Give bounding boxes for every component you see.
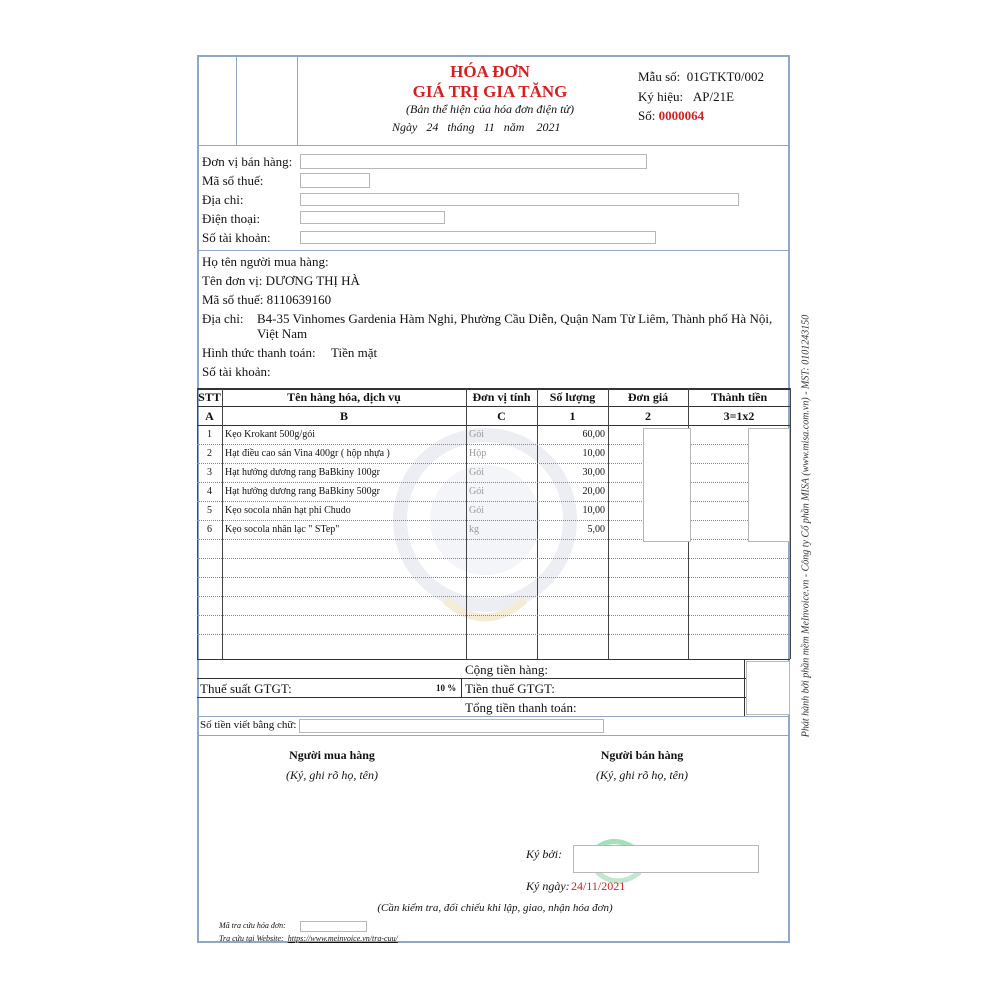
side-publisher-note: Phát hành bởi phần mềm MeInvoice.vn - Công ty Cổ phần MISA (www.misa.com.vn) - MST: 0101243150 <box>800 314 812 738</box>
table-code-cell: 2 <box>645 409 651 423</box>
table-row-divider <box>197 520 790 521</box>
row-quantity: 10,00 <box>582 448 605 459</box>
vat-rate-label: Thuế suất GTGT: <box>200 681 292 696</box>
buyer-account-label: Số tài khoản: <box>202 364 271 379</box>
logo-box-divider <box>297 57 298 145</box>
table-row-divider <box>197 577 790 578</box>
table-row-divider <box>197 596 790 597</box>
buyer-address: B4-35 Vinhomes Gardenia Hàm Nghi, Phường Cầu Diễn, Quận Nam Từ Liêm, Thành phố Hà Nội, <box>257 311 773 326</box>
vat-amount-label: Tiền thuế GTGT: <box>465 681 555 696</box>
row-unit: Gói <box>469 505 484 516</box>
invoice-title: HÓA ĐƠN <box>450 62 530 81</box>
seller-tax-label: Mã số thuế: <box>202 173 264 188</box>
table-code-cell: A <box>205 409 214 423</box>
seller-name-label: Đơn vị bán hàng: <box>202 154 293 169</box>
totals-divider <box>461 678 462 697</box>
signed-date: 24/11/2021 <box>571 879 626 893</box>
payment-method-label: Hình thức thanh toán: <box>202 345 316 360</box>
subtotal-label: Cộng tiền hàng: <box>465 662 549 677</box>
buyer-name-label: Họ tên người mua hàng: <box>202 254 329 269</box>
amount-in-words-label: Số tiền viết bằng chữ: <box>200 719 297 731</box>
vat-rate: 10 % <box>436 683 457 693</box>
row-item-name: Kẹo socola nhân hạt phỉ Chudo <box>225 505 351 516</box>
table-row-divider <box>197 444 790 445</box>
table-header-cell: Đơn giá <box>627 390 669 404</box>
divider <box>197 250 790 251</box>
seller-signature-note: (Ký, ghi rõ họ, tên) <box>596 768 688 782</box>
table-code-cell: B <box>339 409 348 423</box>
row-quantity: 20,00 <box>582 486 605 497</box>
row-item-name: Kẹo Krokant 500g/gói <box>225 429 315 440</box>
redacted-field <box>300 193 739 206</box>
buyer-signature-note: (Ký, ghi rõ họ, tên) <box>286 768 378 782</box>
redacted-field <box>300 154 647 169</box>
so-hoa-don: Số: 0000064 <box>638 108 705 123</box>
row-stt: 3 <box>207 467 212 478</box>
row-item-name: Hạt hướng dương rang BaBkiny 100gr <box>225 467 381 478</box>
seller-phone-label: Điện thoại: <box>202 211 261 226</box>
lookup-website-link[interactable]: https://www.meinvoice.vn/tra-cuu/ <box>287 934 398 943</box>
table-row-divider <box>197 463 790 464</box>
table-code-cell: 1 <box>569 409 576 423</box>
row-quantity: 10,00 <box>582 505 605 516</box>
table-row-divider <box>197 501 790 502</box>
row-stt: 5 <box>207 505 212 516</box>
signed-date-label: Ký ngày: <box>526 879 570 893</box>
totals-divider <box>197 697 790 698</box>
row-unit: Gói <box>469 429 484 440</box>
redacted-field <box>643 428 691 542</box>
table-row-divider <box>197 615 790 616</box>
table-row-divider <box>197 558 790 559</box>
redacted-field <box>300 231 656 244</box>
row-stt: 2 <box>207 448 212 459</box>
lookup-code-label: Mã tra cứu hóa đơn: <box>219 921 286 930</box>
divider <box>197 716 790 717</box>
table-header-border <box>197 406 790 407</box>
redacted-field <box>300 173 370 188</box>
logo-box-divider <box>236 57 237 145</box>
seller-account-label: Số tài khoản: <box>202 230 271 245</box>
lookup-website: Tra cứu tại Website: https://www.meinvoice.vn/tra-cuu/ <box>219 934 398 943</box>
buyer-signature-title: Người mua hàng <box>289 748 375 762</box>
table-bottom-border <box>197 659 790 660</box>
table-code-border <box>197 425 790 426</box>
redacted-field <box>300 921 367 932</box>
row-unit: Hộp <box>469 448 487 459</box>
table-header-cell: Thành tiền <box>710 390 768 404</box>
seller-address-label: Địa chỉ: <box>202 192 244 207</box>
mau-so: Mẫu số: 01GTKT0/002 <box>638 69 765 84</box>
row-unit: Gói <box>469 467 484 478</box>
buyer-unit: Tên đơn vị: DƯƠNG THỊ HÀ <box>202 273 360 288</box>
totals-divider <box>744 659 745 716</box>
row-stt: 1 <box>207 429 212 440</box>
table-column-divider <box>790 388 791 659</box>
seller-signature-title: Người bán hàng <box>600 748 684 762</box>
table-code-cell: C <box>497 409 506 423</box>
row-item-name: Kẹo socola nhân lạc " STep" <box>225 524 340 535</box>
grand-total-label: Tổng tiền thanh toán: <box>465 700 577 715</box>
invoice-title-2: GIÁ TRỊ GIA TĂNG <box>412 82 568 101</box>
table-header-cell: Số lượng <box>549 390 596 404</box>
invoice-date: Ngày 24 tháng 11 năm 2021 <box>392 120 561 134</box>
redacted-field <box>573 845 759 873</box>
payment-method: Tiền mặt <box>331 345 378 360</box>
redacted-field <box>748 428 790 542</box>
redacted-field <box>746 661 790 715</box>
table-header-cell: STT <box>198 390 221 404</box>
divider <box>197 145 790 146</box>
row-quantity: 30,00 <box>582 467 605 478</box>
table-header-cell: Tên hàng hóa, dịch vụ <box>287 390 401 404</box>
buyer-address-label: Địa chỉ: <box>202 311 244 326</box>
row-unit: kg <box>469 524 479 535</box>
table-row-divider <box>197 634 790 635</box>
redacted-field <box>299 719 604 733</box>
row-item-name: Hạt hướng dương rang BaBkiny 500gr <box>225 486 381 497</box>
buyer-address-2: Việt Nam <box>257 326 308 341</box>
buyer-tax: Mã số thuế: 8110639160 <box>202 292 332 307</box>
table-row-divider <box>197 482 790 483</box>
invoice-subtitle: (Bản thể hiện của hóa đơn điện tử) <box>406 102 574 116</box>
row-unit: Gói <box>469 486 484 497</box>
totals-divider <box>197 678 790 679</box>
table-row-divider <box>197 539 790 540</box>
row-quantity: 60,00 <box>582 429 605 440</box>
redacted-field <box>300 211 445 224</box>
table-header-cell: Đơn vị tính <box>472 390 531 404</box>
ky-hieu: Ký hiệu: AP/21E <box>638 89 735 104</box>
signed-by-label: Ký bởi: <box>526 847 563 861</box>
check-note: (Cần kiểm tra, đối chiếu khi lập, giao, nhận hóa đơn) <box>377 902 613 914</box>
row-quantity: 5,00 <box>587 524 605 535</box>
row-stt: 4 <box>207 486 212 497</box>
row-stt: 6 <box>207 524 212 535</box>
row-item-name: Hạt điều cao sản Vina 400gr ( hộp nhựa ) <box>225 448 390 459</box>
table-code-cell: 3=1x2 <box>723 409 755 423</box>
divider <box>197 735 790 736</box>
